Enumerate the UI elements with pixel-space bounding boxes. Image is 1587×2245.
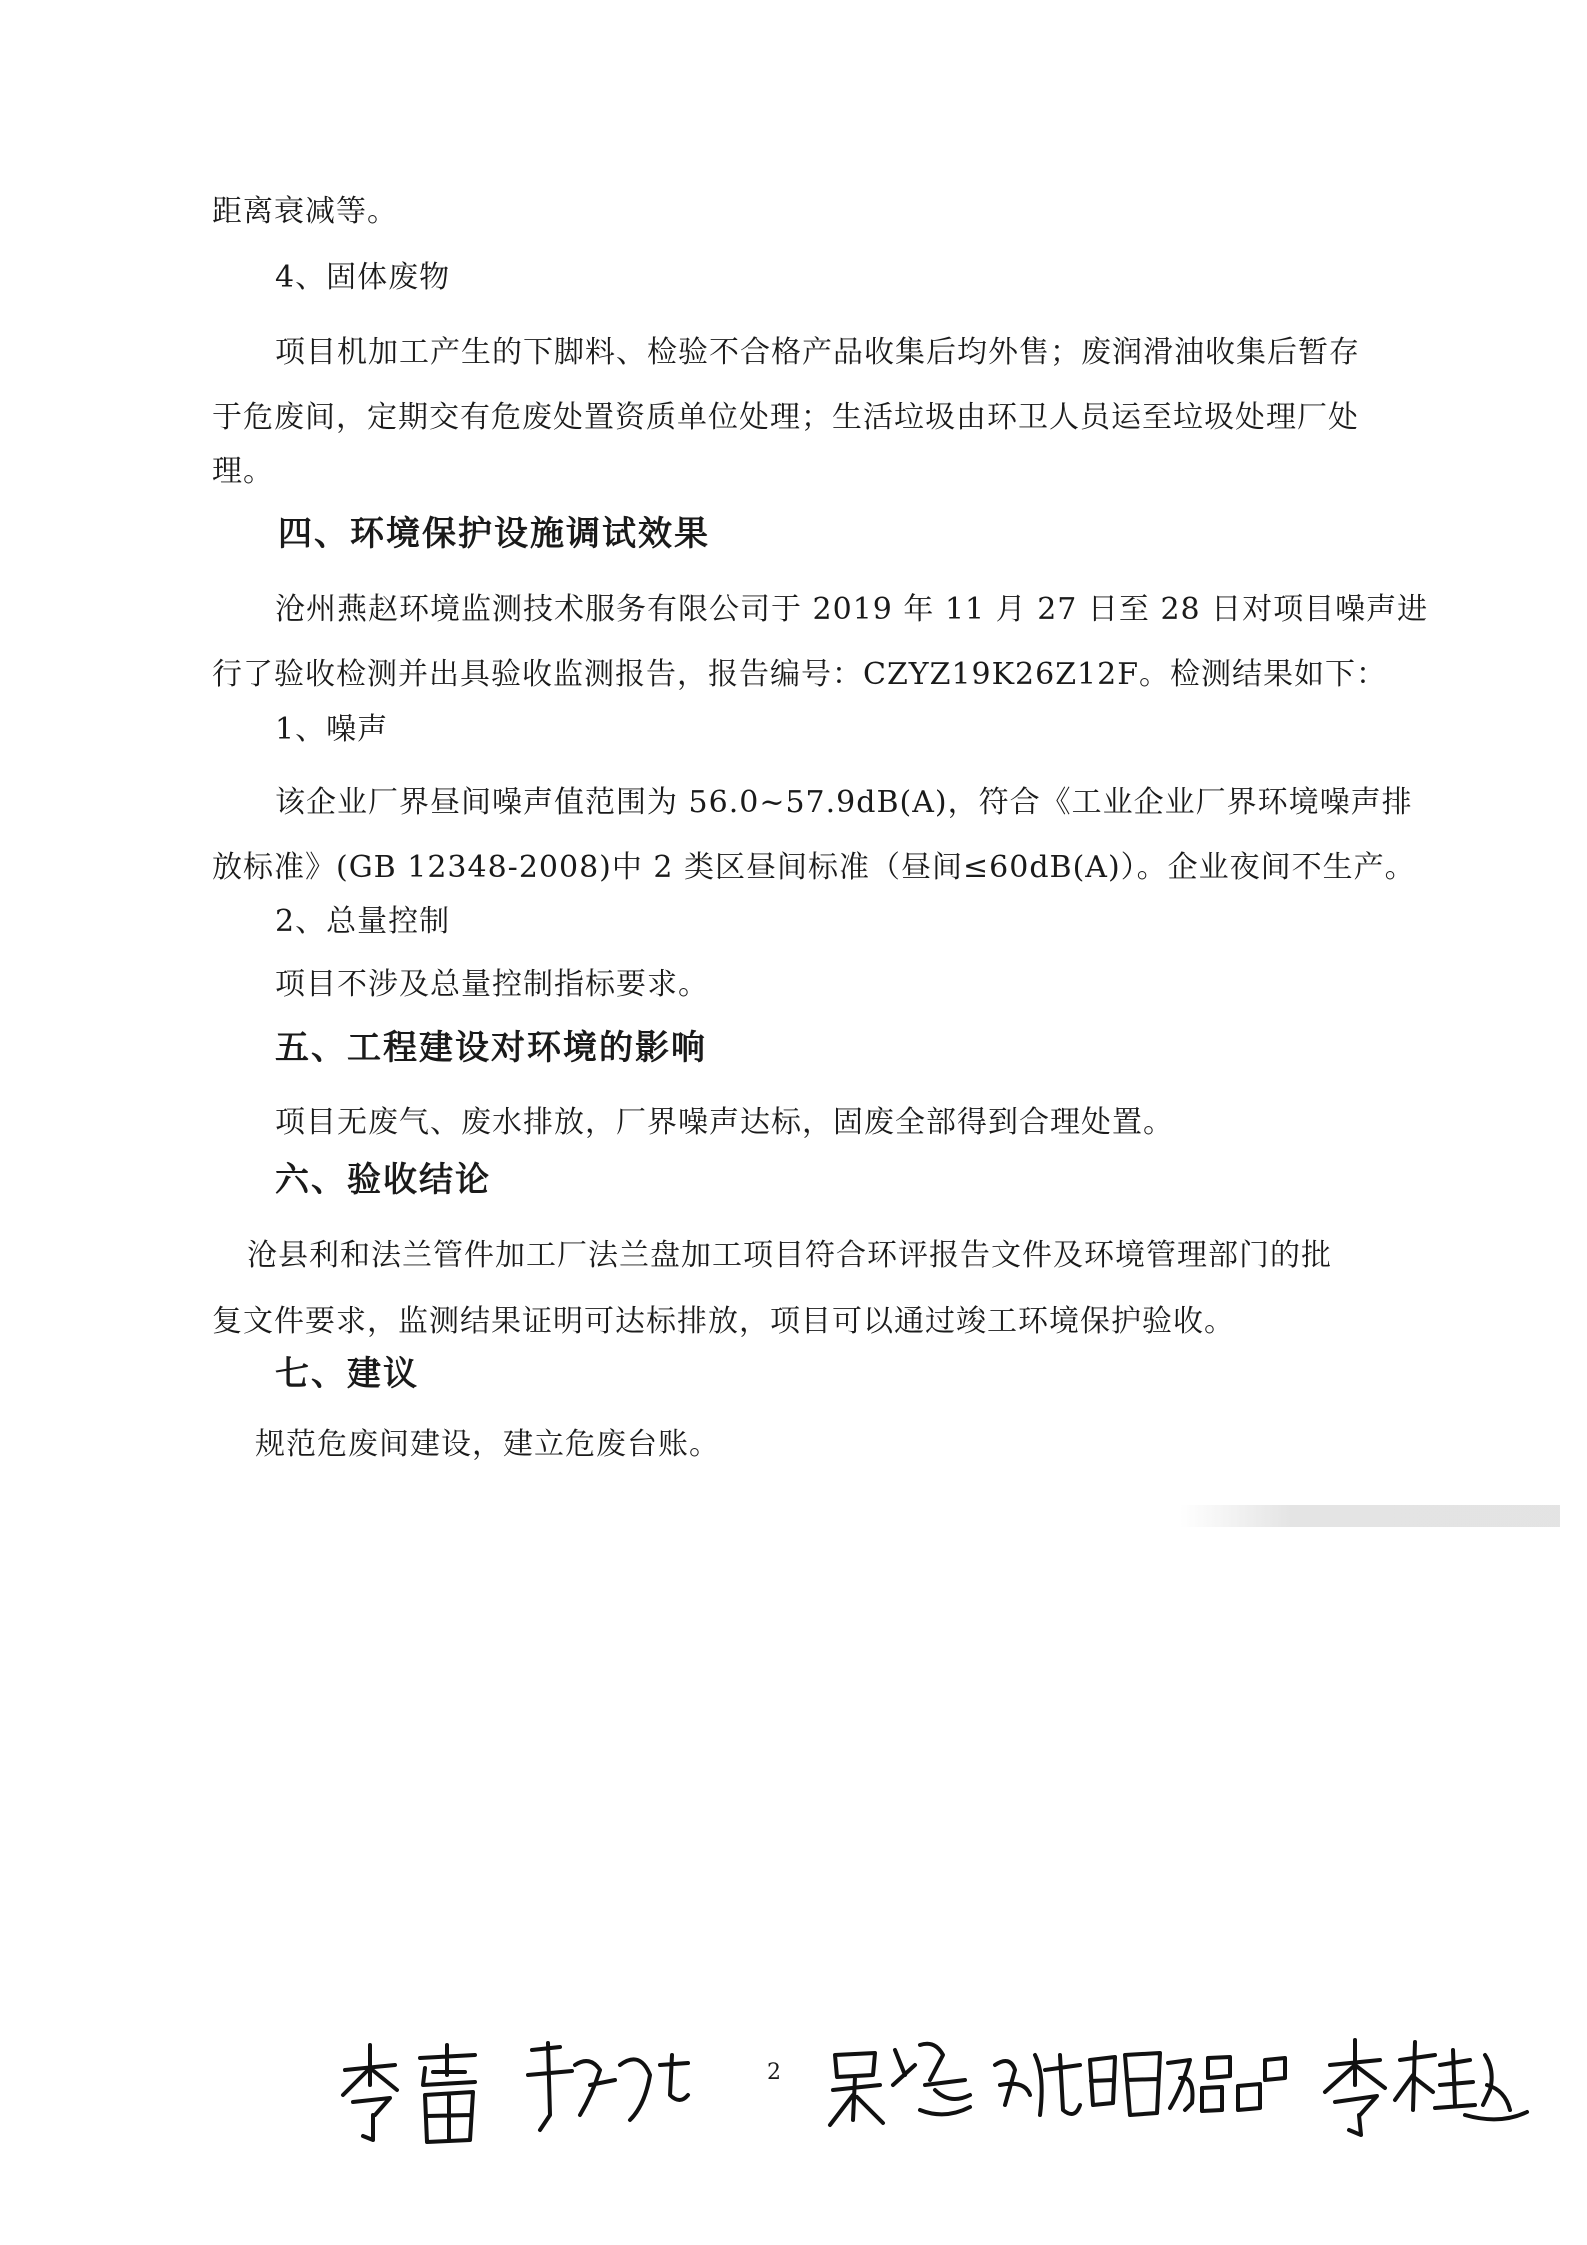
body-line: 行了验收检测并出具验收监测报告，报告编号：CZYZ19K26Z12F。检测结果如下： <box>212 657 1388 692</box>
section-heading-7: 七、建议 <box>275 1354 419 1394</box>
signature-row <box>0 2020 1587 2150</box>
signature-4 <box>985 2035 1165 2135</box>
subheading-total-control: 2、总量控制 <box>275 904 451 939</box>
signature-2 <box>520 2035 695 2135</box>
body-line: 放标准》(GB 12348-2008)中 2 类区昼间标准（昼间≤60dB(A)）。企业夜间不生产。 <box>212 850 1416 885</box>
signature-5 <box>1160 2048 1290 2128</box>
page-number: 2 <box>767 2060 781 2085</box>
body-line: 复文件要求，监测结果证明可达标排放，项目可以通过竣工环境保护验收。 <box>212 1304 1235 1339</box>
body-line: 规范危废间建设，建立危废台账。 <box>255 1427 720 1462</box>
section-heading-5: 五、工程建设对环境的影响 <box>275 1028 707 1068</box>
body-line: 项目机加工产生的下脚料、检验不合格产品收集后均外售；废润滑油收集后暂存 <box>275 335 1360 370</box>
body-line: 理。 <box>212 454 274 489</box>
body-line: 于危废间，定期交有危废处置资质单位处理；生活垃圾由环卫人员运至垃圾处理厂处 <box>212 400 1359 435</box>
body-line: 沧州燕赵环境监测技术服务有限公司于 2019 年 11 月 27 日至 28 日对项目噪声进 <box>275 592 1429 627</box>
section-heading-4: 四、环境保护设施调试效果 <box>278 514 710 554</box>
body-line: 沧县利和法兰管件加工厂法兰盘加工项目符合环评报告文件及环境管理部门的批 <box>247 1238 1332 1273</box>
body-line: 距离衰减等。 <box>212 194 398 229</box>
scan-artifact <box>1180 1505 1560 1527</box>
subheading-noise: 1、噪声 <box>275 712 389 747</box>
body-line: 该企业厂界昼间噪声值范围为 56.0~57.9dB(A)，符合《工业企业厂界环境噪声排 <box>275 785 1413 820</box>
body-line: 项目无废气、废水排放，厂界噪声达标，固废全部得到合理处置。 <box>275 1105 1174 1140</box>
signature-6 <box>1315 2030 1530 2140</box>
signature-1 <box>335 2040 485 2150</box>
signature-3 <box>825 2035 975 2135</box>
body-line: 项目不涉及总量控制指标要求。 <box>275 967 709 1002</box>
section-heading-6: 六、验收结论 <box>275 1160 491 1200</box>
subheading-solid-waste: 4、固体废物 <box>275 260 451 295</box>
